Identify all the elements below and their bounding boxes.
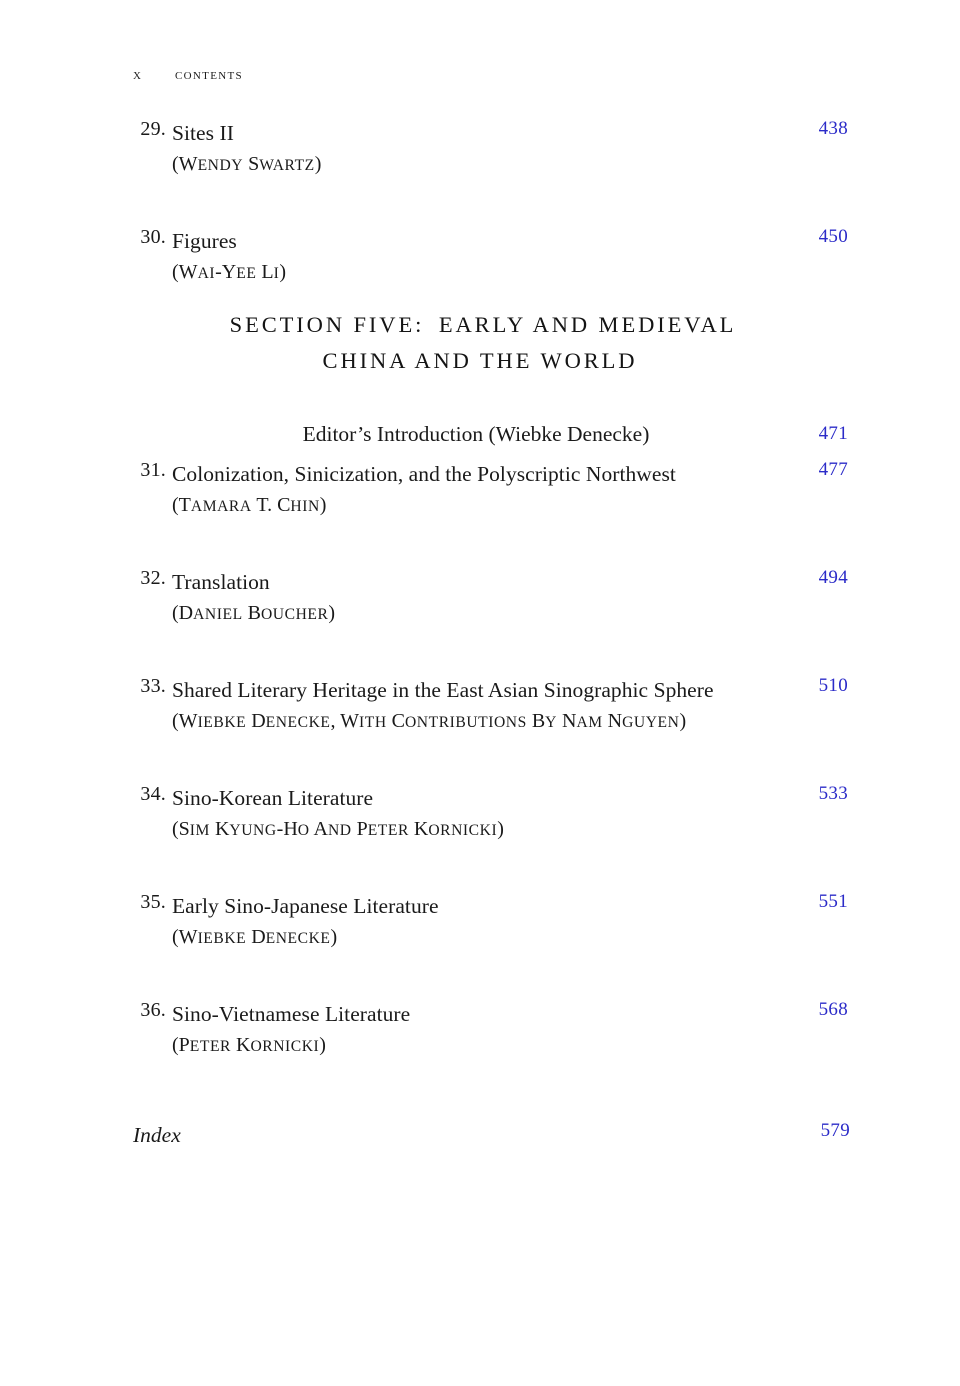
toc-entry-authors: (WIEBKE DENECKE, WITH CONTRIBUTIONS BY NAM NGUYEN) [172, 710, 687, 732]
section-heading [0, 307, 960, 379]
page-number[interactable]: 477 [818, 459, 848, 480]
index-label[interactable]: Index [133, 1123, 181, 1147]
toc-entry-title[interactable]: Sino-Vietnamese Literature [172, 1002, 411, 1026]
toc-entry-authors: (SIM KYUNG-HO AND PETER KORNICKI) [172, 818, 504, 840]
table-of-contents [0, 118, 960, 1150]
toc-entry [0, 226, 960, 289]
toc-entry-title-line [0, 118, 960, 148]
toc-entries-before-section [0, 118, 960, 289]
page-number[interactable]: 579 [820, 1120, 850, 1141]
toc-entry-authors: (PETER KORNICKI) [172, 1034, 326, 1056]
running-head [133, 66, 243, 84]
toc-entry-authors: (WAI-YEE LI) [172, 261, 287, 283]
toc-entry-number: 35. [140, 891, 166, 913]
toc-entry-title[interactable]: Early Sino-Japanese Literature [172, 894, 439, 918]
toc-entry-title-line [0, 783, 960, 813]
toc-entry-number: 34. [140, 783, 166, 805]
toc-entry-title[interactable]: Sino-Korean Literature [172, 786, 374, 810]
page-number[interactable]: 450 [818, 226, 848, 247]
toc-entry-title-line [0, 226, 960, 256]
toc-entry [0, 118, 960, 181]
toc-entry-title[interactable]: Sites II [172, 121, 234, 145]
running-head-folio: x [133, 66, 143, 83]
toc-entry-title[interactable]: Shared Literary Heritage in the East Asian Sinographic Sphere [172, 678, 714, 702]
toc-entry-title-line [0, 459, 960, 489]
page-number[interactable]: 438 [818, 118, 848, 139]
toc-entry-title[interactable]: Colonization, Sinicization, and the Polyscriptic Northwest [172, 462, 676, 486]
toc-entry-number: 36. [140, 999, 166, 1021]
toc-entry-number: 33. [140, 675, 166, 697]
page-number[interactable]: 494 [818, 567, 848, 588]
toc-entry [0, 675, 960, 738]
page-number[interactable]: 510 [818, 675, 848, 696]
toc-entry-title-line [0, 675, 960, 705]
page-number[interactable]: 471 [818, 423, 848, 444]
toc-entry-title[interactable]: Figures [172, 229, 237, 253]
toc-entry [0, 783, 960, 846]
toc-entry-title-line [0, 999, 960, 1029]
toc-entry-number: 32. [140, 567, 166, 589]
toc-entry [0, 567, 960, 630]
page-number[interactable]: 551 [818, 891, 848, 912]
editor-introduction-label: Editor’s Introduction (Wiebke Denecke) [302, 422, 650, 446]
index-entry [0, 1120, 960, 1150]
toc-entries-after-section [0, 459, 960, 1062]
toc-entry-authors: (TAMARA T. CHIN) [172, 494, 327, 516]
toc-entry-title-line [0, 567, 960, 597]
editor-introduction-row [0, 419, 960, 449]
toc-entry [0, 891, 960, 954]
page-number[interactable]: 568 [818, 999, 848, 1020]
toc-entry-authors: (WENDY SWARTZ) [172, 153, 322, 175]
toc-entry-number: 31. [140, 459, 166, 481]
toc-entry-authors: (DANIEL BOUCHER) [172, 602, 336, 624]
running-head-label: contents [175, 66, 243, 83]
toc-entry-title-line [0, 891, 960, 921]
toc-entry [0, 459, 960, 522]
page-number[interactable]: 533 [818, 783, 848, 804]
section-heading-line-1: SECTION FIVE: EARLY AND MEDIEVAL [229, 312, 737, 337]
toc-entry-authors: (WIEBKE DENECKE) [172, 926, 338, 948]
heading-colon-gap [424, 312, 439, 337]
section-heading-line-2: CHINA AND THE WORLD [322, 348, 638, 373]
toc-entry-title[interactable]: Translation [172, 570, 270, 594]
toc-entry [0, 999, 960, 1062]
toc-entry-number: 30. [140, 226, 166, 248]
toc-entry-number: 29. [140, 118, 166, 140]
